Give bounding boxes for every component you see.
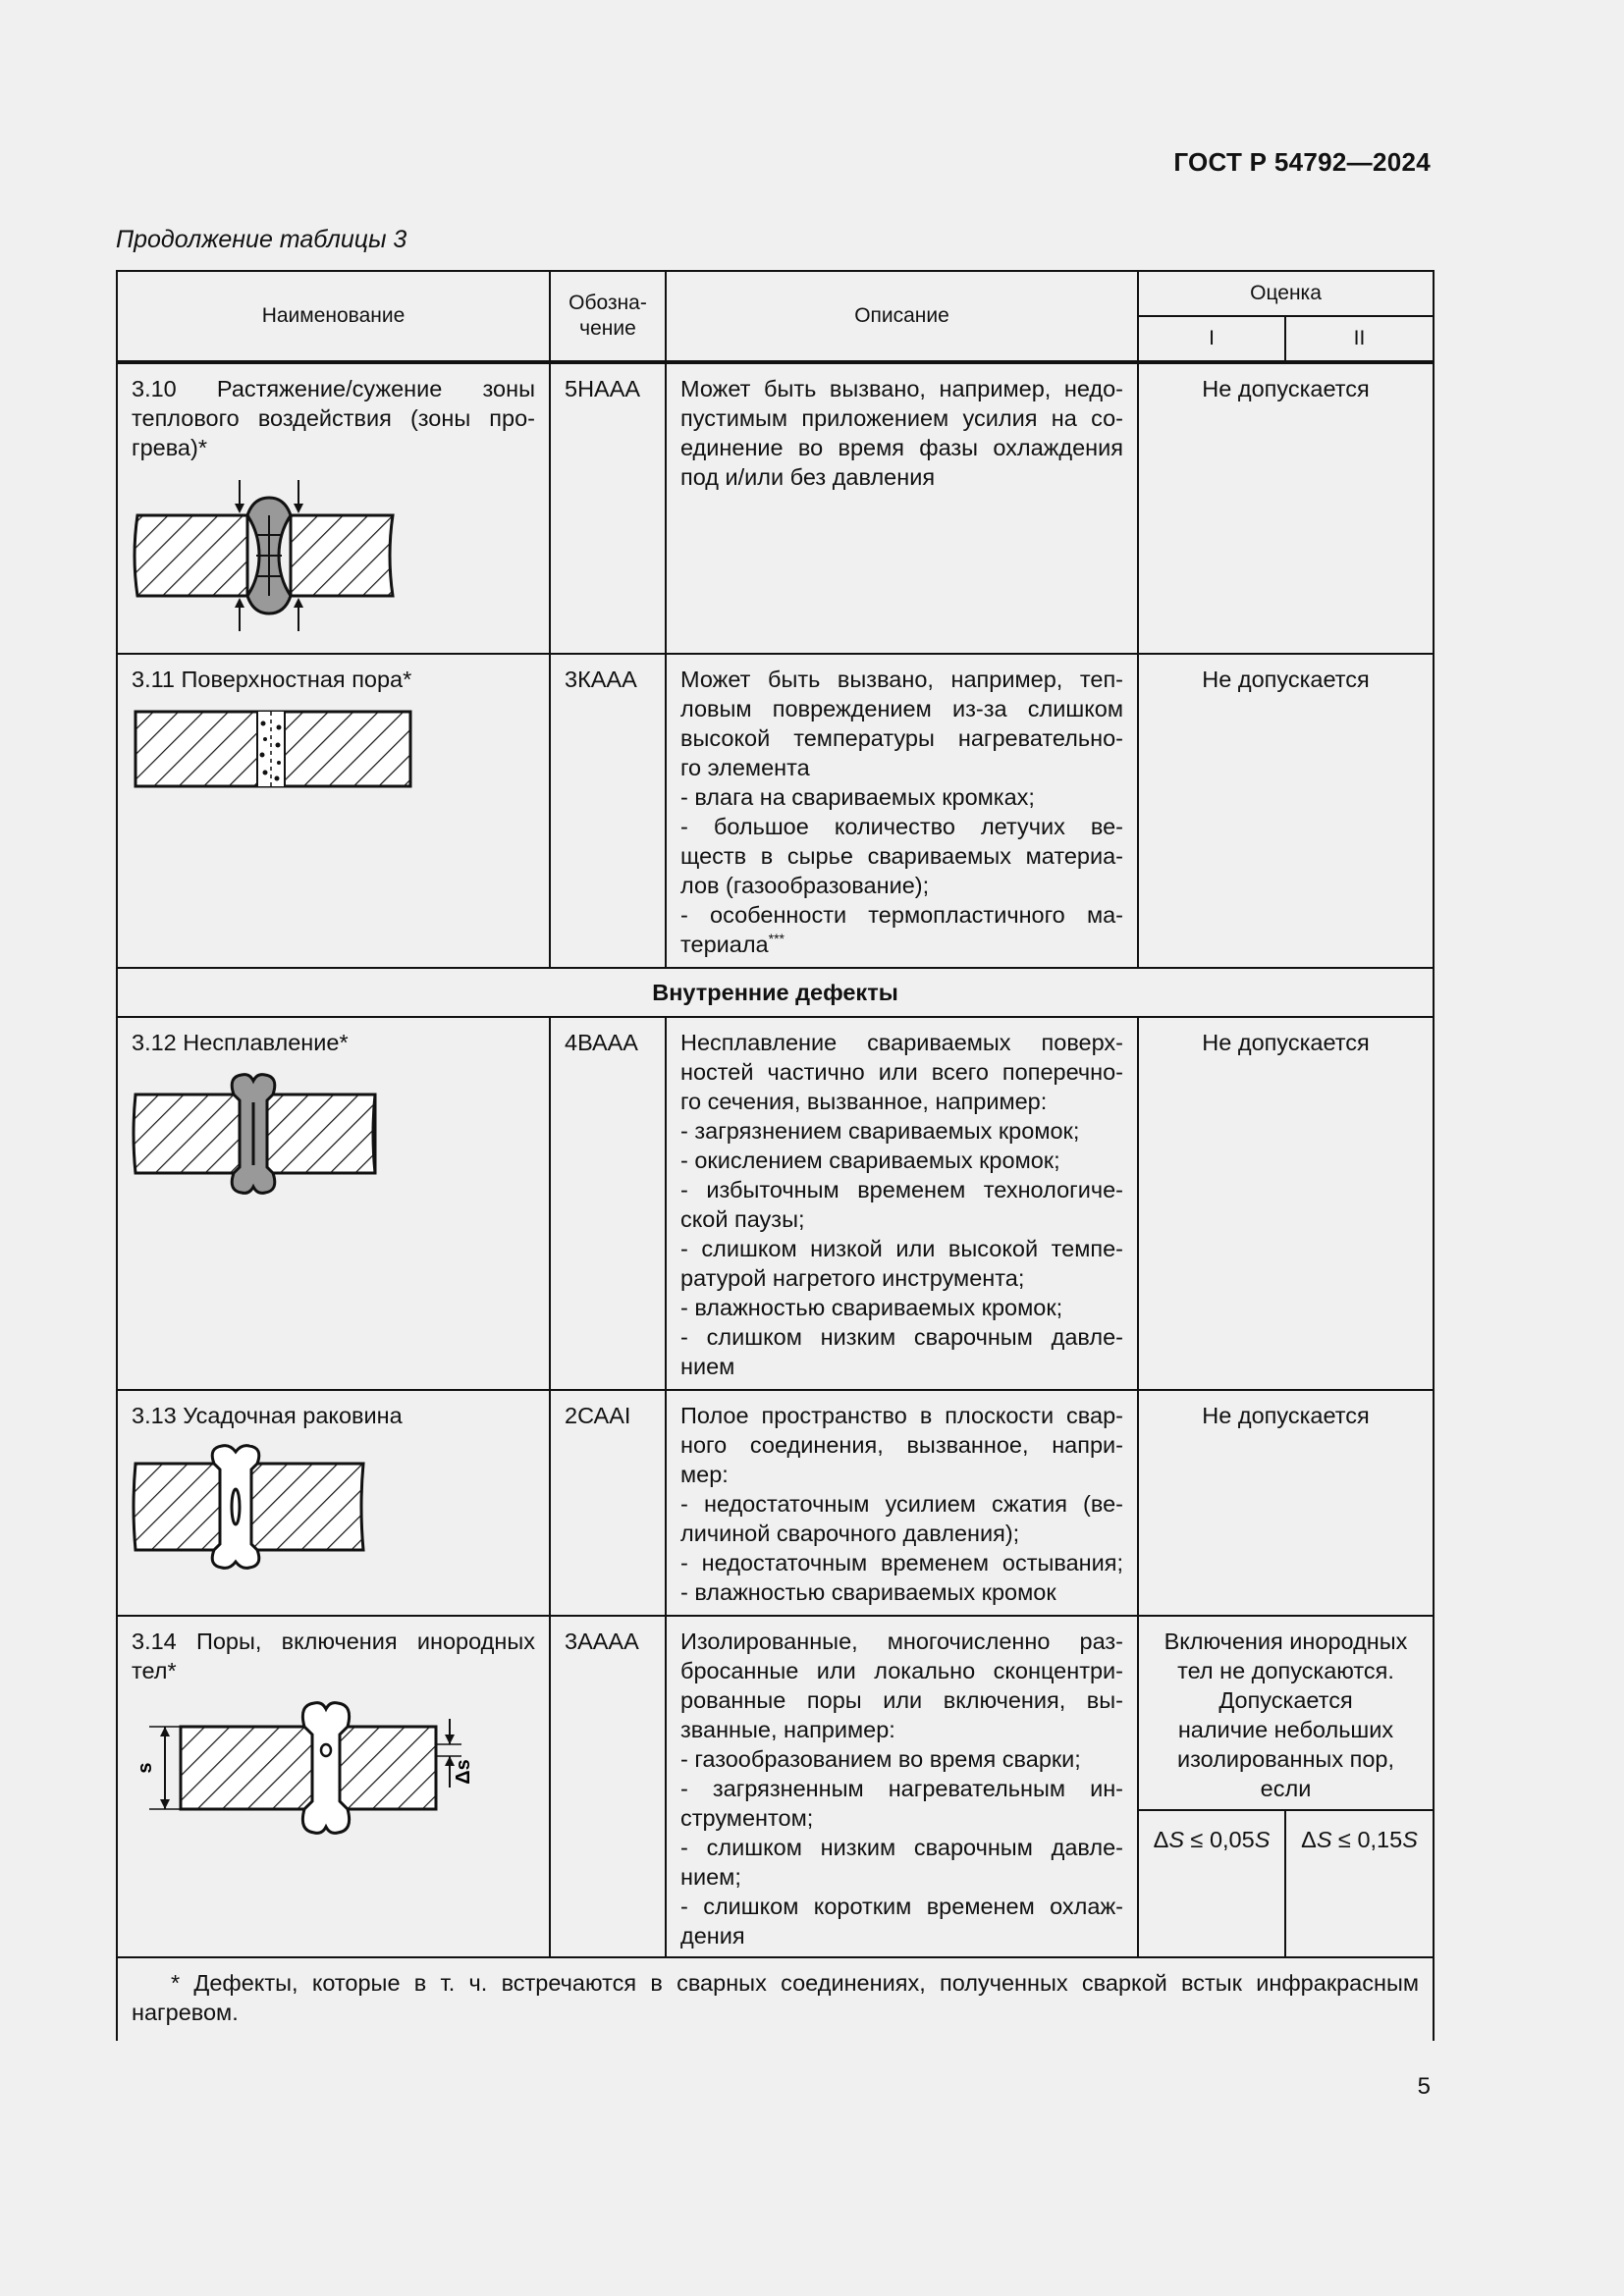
- section-title-internal: Внутренние дефекты: [117, 968, 1434, 1017]
- defects-table: [116, 270, 1435, 2041]
- col-header-score: Оценка: [1138, 271, 1434, 316]
- defect-evaluation: Не допускается: [1138, 1390, 1434, 1616]
- defect-code: 5НААА: [550, 362, 666, 654]
- table-caption: Продолжение таблицы 3: [116, 226, 407, 253]
- footnote-row: [117, 1957, 1434, 2041]
- defect-figure-3-10: [132, 476, 406, 633]
- defect-figure-3-13: [132, 1444, 367, 1572]
- section-row: [117, 968, 1434, 1017]
- defect-figure-3-12: [132, 1071, 377, 1199]
- defect-name: 3.11 Поверхностная пора*: [117, 654, 550, 968]
- defect-code: 2САAI: [550, 1390, 666, 1616]
- table-row: [117, 1017, 1434, 1390]
- table-row: [117, 1390, 1434, 1616]
- svg-text:s: s: [135, 1762, 156, 1774]
- col-header-score-2: II: [1285, 316, 1434, 362]
- defect-name: 3.13 Усадочная раковина: [117, 1390, 550, 1616]
- limit-class-1: ΔS ≤ 0,05S: [1138, 1810, 1285, 1957]
- defect-description: Несплавление свариваемых поверх- ностей частично или всего поперечно- го сечения, вызванное, например: - загрязнением свариваемых кромок; - окислением свариваемых кромок; - избыточным временем технологиче- ской паузы; - слишком низкой или высокой темпе- ратурой нагретого инструмента; - влажностью свариваемых кромок; - слишком низким сварочным давле- нием: [666, 1017, 1138, 1390]
- defect-figure-3-11: [132, 708, 416, 796]
- col-header-score-1: I: [1138, 316, 1285, 362]
- defect-code: 3КААА: [550, 654, 666, 968]
- defect-name: 3.12 Несплавление*: [117, 1017, 550, 1390]
- table-footnote: * Дефекты, которые в т. ч. встречаются в сварных соединениях, полученных сваркой встык инфракрасным нагревом.: [117, 1957, 1434, 2041]
- col-header-code: Обозна- чение: [550, 271, 666, 362]
- defect-description: Может быть вызвано, например, теп- ловым повреждением из-за слишком высокой температуры нагревательно- го элемента - влага на свариваемых кромках; - большое количество летучих ве- ществ в сырье свариваемых материа- лов (газообразование); - особенности термопластичного ма- териала***: [666, 654, 1138, 968]
- page-number: 5: [1417, 2073, 1431, 2100]
- limit-class-2: ΔS ≤ 0,15S: [1285, 1810, 1434, 1957]
- defect-evaluation: Не допускается: [1138, 362, 1434, 654]
- defect-evaluation: Включения инородных тел не допускаются. Допускается наличие небольших изолированных пор, если: [1138, 1616, 1434, 1810]
- defect-name: 3.10 Растяжение/сужение зоны теплового воздействия (зоны про- грева)*: [117, 362, 550, 654]
- col-header-name: Наименование: [117, 271, 550, 362]
- defect-description: Полое пространство в плоскости свар- ного соединения, вызванное, напри- мер: - недостаточным усилием сжатия (ве- личиной сварочного давления); - недостаточным временем остывания; - влажностью свариваемых кромок: [666, 1390, 1138, 1616]
- defect-figure-3-14: [132, 1699, 505, 1846]
- svg-text:Δs: Δs: [453, 1759, 474, 1785]
- col-header-description: Описание: [666, 271, 1138, 362]
- defect-name: 3.14 Поры, включения инородных тел* s Δs: [117, 1616, 550, 1957]
- defect-evaluation: Не допускается: [1138, 1017, 1434, 1390]
- table-row: [117, 654, 1434, 968]
- defect-evaluation: Не допускается: [1138, 654, 1434, 968]
- defect-code: 3АААА: [550, 1616, 666, 1957]
- defect-description: Может быть вызвано, например, недо- пустимым приложением усилия на со- единение во время фазы охлаждения под и/или без давления: [666, 362, 1138, 654]
- standard-code: ГОСТ Р 54792—2024: [1173, 147, 1431, 177]
- defect-description: Изолированные, многочисленно раз- бросанные или локально сконцентри- рованные поры или включения, вы- званные, например: - газообразованием во время сварки; - загрязненным нагревательным ин- струментом; - слишком низким сварочным давле- нием; - слишком коротким временем охлаж- дения: [666, 1616, 1138, 1957]
- defect-code: 4ВААА: [550, 1017, 666, 1390]
- table-row: [117, 1616, 1434, 1810]
- table-row: [117, 362, 1434, 654]
